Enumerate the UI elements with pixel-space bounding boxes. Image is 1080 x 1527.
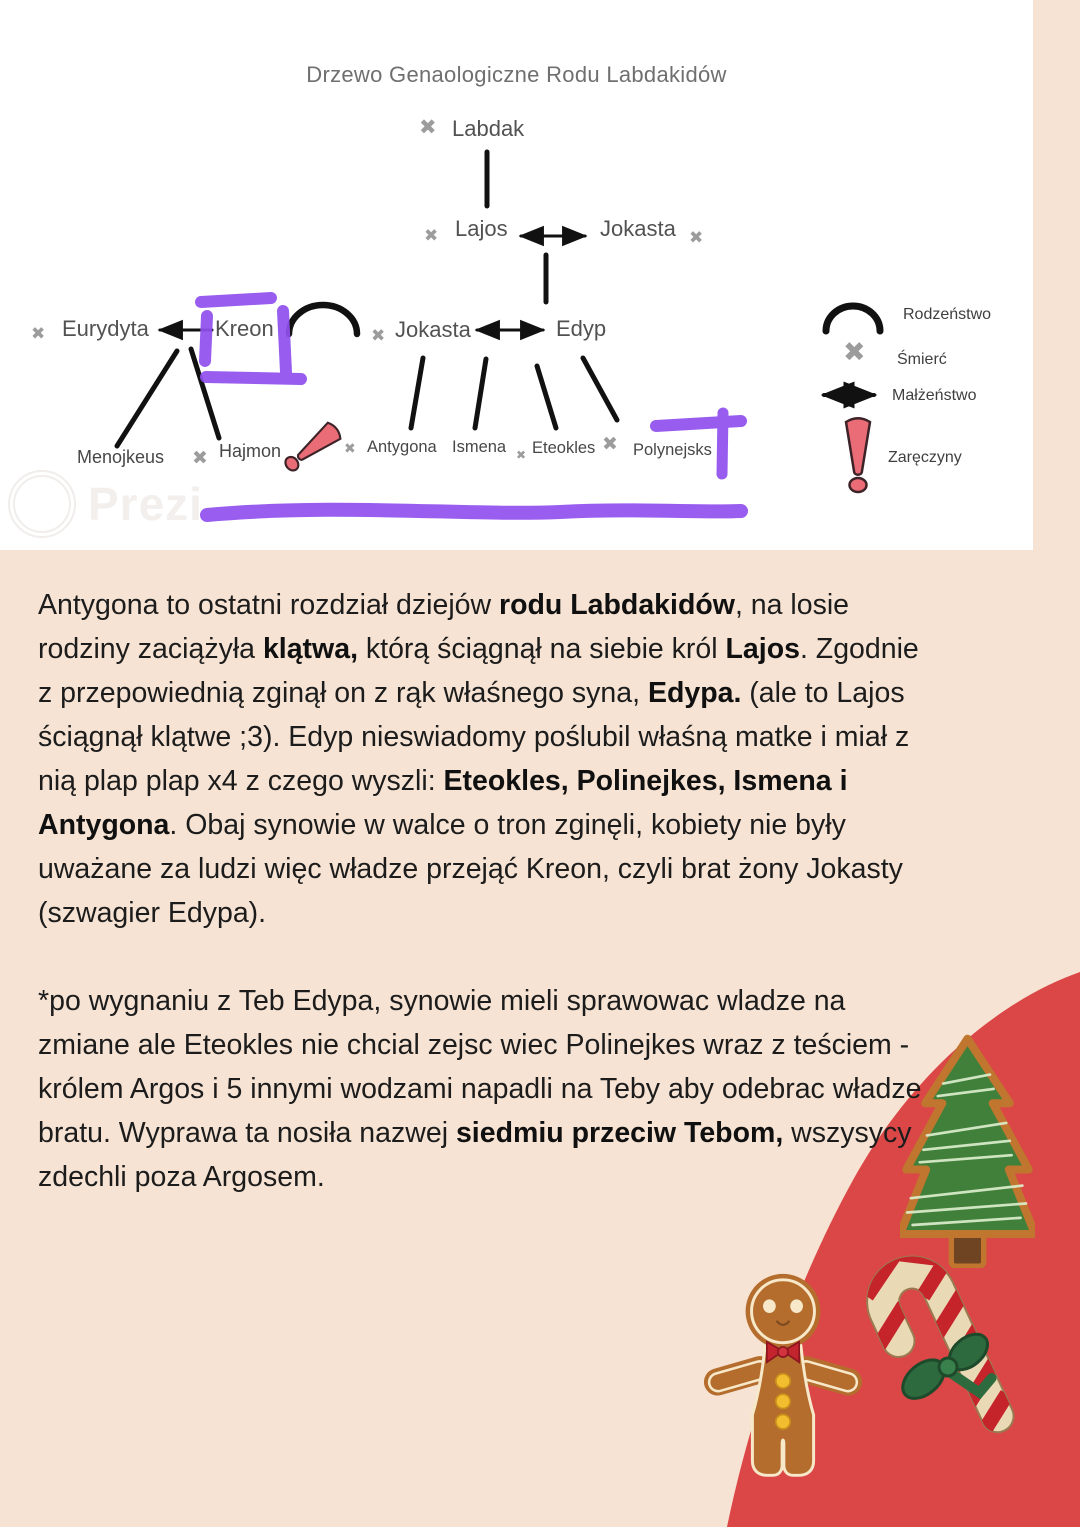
gingerbread-button xyxy=(776,1415,790,1429)
gingerbread-eye xyxy=(763,1299,776,1313)
legend-death-icon: ✖ xyxy=(843,337,866,368)
death-icon-antygona: ✖ xyxy=(344,441,356,457)
death-icon-eurydyta: ✖ xyxy=(31,324,46,344)
paragraph-seven-against-thebes: *po wygnaniu z Teb Edypa, synowie mieli sprawowac wladze na zmiane ale Eteokles nie chcial zejsc wiec Polinejkes wraz z teściem - królem Argos i 5 innymi wodzami napadli na Teby aby odebrac władze bratu. Wyprawa ta nosiła nazwej siedmiu przeciw Tebom, wszysycy zdechli poza Argosem. xyxy=(38,985,922,1193)
gingerbread-button xyxy=(776,1394,790,1408)
node-kreon: Kreon xyxy=(215,316,274,341)
node-jokasta-top: Jokasta xyxy=(600,216,676,241)
legend-label-death: Śmierć xyxy=(897,351,947,368)
death-icon-eteokles: ✖ xyxy=(516,448,527,462)
node-jokasta: Jokasta xyxy=(395,317,471,342)
death-icon-jokasta: ✖ xyxy=(371,326,386,346)
node-eteokles: Eteokles xyxy=(532,439,596,457)
death-icon-polynejsks: ✖ xyxy=(602,433,618,455)
death-icon-hajmon: ✖ xyxy=(192,447,208,469)
body-text xyxy=(38,583,938,1243)
gingerbread-button xyxy=(776,1374,790,1388)
node-hajmon: Hajmon xyxy=(219,441,282,461)
gingerbread-eye xyxy=(790,1299,803,1313)
node-ismena: Ismena xyxy=(452,438,507,456)
death-icon-labdak: ✖ xyxy=(419,115,437,139)
paragraph-antygona-story: Antygona to ostatni rozdział dziejów rodu Labdakidów, na losie rodziny zaciążyła klątwa, którą ściągnął na siebie król Lajos. Zgodnie z przepowiednią zginął on z rąk właśnego syna, Edypa. (ale to Lajos ściągnął klątwe ;3). Edyp nieswiadomy poślubil właśną matke i miał z nią plap plap x4 z czego wyszli: Eteokles, Polinejkes, Ismena i Antygona. Obaj synowie w walce o tron zginęli, kobiety nie były uważane za ludzi więc władze przejąć Kreon, czyli brat żony Jokasty (szwagier Edypa). xyxy=(38,589,919,929)
diagram-title: Drzewo Genaologiczne Rodu Labdakidów xyxy=(306,62,727,87)
death-icon-jokasta-top: ✖ xyxy=(689,228,704,248)
node-edyp: Edyp xyxy=(556,316,607,341)
prezi-logo-text: Prezi xyxy=(88,478,203,530)
node-eurydyta: Eurydyta xyxy=(62,316,149,341)
node-polynejsks: Polynejsks xyxy=(633,441,712,459)
legend-label-engagement: Zaręczyny xyxy=(888,449,962,466)
node-menojkeus: Menojkeus xyxy=(77,447,165,467)
death-icon-lajos: ✖ xyxy=(424,226,439,246)
legend-label-siblings: Rodzeństwo xyxy=(903,306,992,323)
node-antygona: Antygona xyxy=(367,438,437,456)
node-labdak: Labdak xyxy=(452,116,525,141)
legend-label-marriage: Małżeństwo xyxy=(892,387,977,404)
gingerbread-man xyxy=(698,1268,868,1482)
node-lajos: Lajos xyxy=(455,216,508,241)
